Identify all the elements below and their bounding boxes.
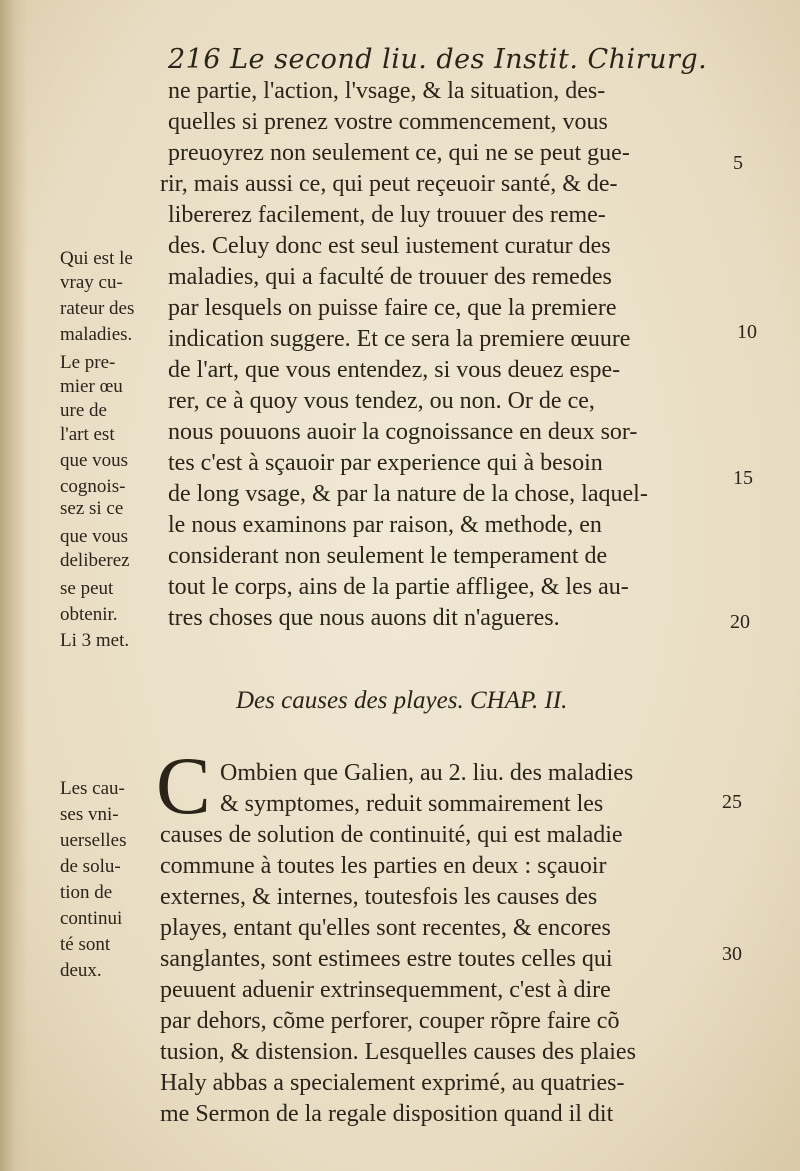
margin-note-line: continui [60, 908, 123, 929]
text-line: le nous examinons par raison, & methode, en [168, 512, 602, 538]
text-line: indication suggere. Et ce sera la premiere œuure [168, 326, 631, 352]
text-line: de l'art, que vous entendez, si vous deuez espe- [168, 357, 621, 383]
margin-note-line: obtenir. [60, 604, 118, 625]
page-gutter [0, 0, 28, 1171]
text-line: me Sermon de la regale disposition quand il dit [160, 1101, 614, 1127]
text-line: playes, entant qu'elles sont recentes, & encores [160, 915, 611, 941]
line-number: 20 [730, 611, 750, 633]
margin-note-line: l'art est [60, 424, 115, 445]
text-line: Ombien que Galien, au 2. liu. des maladies [220, 760, 634, 786]
line-number: 30 [722, 943, 742, 965]
margin-note-line: rateur des [60, 298, 135, 319]
text-line: sanglantes, sont estimees estre toutes celles qui [160, 946, 613, 972]
margin-note-line: Qui est le [60, 248, 133, 269]
margin-note-line: que vous [60, 526, 129, 547]
text-line: tout le corps, ains de la partie affligee, & les au- [168, 574, 629, 600]
chapter-title: Des causes des playes. CHAP. II. [236, 687, 568, 714]
margin-note-line: Li 3 met. [60, 630, 130, 651]
text-line: nous pouuons auoir la cognoissance en deux sor- [168, 419, 638, 445]
margin-note-line: se peut [60, 578, 114, 599]
line-number: 5 [733, 152, 743, 174]
text-line: quelles si prenez vostre commencement, vous [168, 109, 608, 135]
margin-note-line: té sont [60, 934, 111, 955]
margin-note-line: deux. [60, 960, 102, 981]
margin-note-line: ses vni- [60, 804, 119, 825]
margin-note-line: de solu- [60, 856, 121, 877]
text-line: rer, ce à quoy vous tendez, ou non. Or de ce, [168, 388, 595, 414]
margin-note-line: Les cau- [60, 778, 125, 799]
margin-note-line: uerselles [60, 830, 127, 851]
text-line: tusion, & distension. Lesquelles causes des plaies [160, 1039, 636, 1065]
text-line: commune à toutes les parties en deux : sçauoir [160, 853, 607, 879]
text-line: de long vsage, & par la nature de la chose, laquel- [168, 481, 648, 507]
text-line: des. Celuy donc est seul iustement curatur des [168, 233, 611, 259]
margin-note-line: sez si ce [60, 498, 124, 519]
text-line: par lesquels on puisse faire ce, que la premiere [168, 295, 617, 321]
margin-note-line: mier œu [60, 376, 123, 397]
text-line: ne partie, l'action, l'vsage, & la situation, des- [168, 78, 606, 104]
text-line: causes de solution de continuité, qui est maladie [160, 822, 623, 848]
margin-note-line: ure de [60, 400, 107, 421]
text-line: tres choses que nous auons dit n'agueres. [168, 605, 560, 631]
margin-note-line: vray cu- [60, 272, 123, 293]
text-line: maladies, qui a faculté de trouuer des remedes [168, 264, 612, 290]
text-line: tes c'est à sçauoir par experience qui à besoin [168, 450, 603, 476]
text-line: par dehors, cõme perforer, couper rõpre faire cõ [160, 1008, 620, 1034]
margin-note-line: tion de [60, 882, 113, 903]
margin-note-line: cognois- [60, 476, 126, 497]
line-number: 15 [733, 467, 753, 489]
text-line: rir, mais aussi ce, qui peut reçeuoir santé, & de- [160, 171, 618, 197]
text-line: & symptomes, reduit sommairement les [220, 791, 604, 817]
margin-note-line: Le pre- [60, 352, 116, 373]
text-line: peuuent aduenir extrinsequemment, c'est à dire [160, 977, 611, 1003]
line-number: 25 [722, 791, 742, 813]
drop-cap: C [156, 740, 211, 831]
text-line: libererez facilement, de luy trouuer des reme- [168, 202, 606, 228]
line-number: 10 [737, 321, 757, 343]
text-line: preuoyrez non seulement ce, qui ne se peut gue- [168, 140, 630, 166]
margin-note-line: deliberez [60, 550, 130, 571]
text-line: Haly abbas a specialement exprimé, au quatries- [160, 1070, 625, 1096]
text-line: considerant non seulement le temperament de [168, 543, 608, 569]
text-line: externes, & internes, toutesfois les causes des [160, 884, 598, 910]
running-head: 216 Le second liu. des Instit. Chirurg. [168, 44, 708, 75]
margin-note-line: maladies. [60, 324, 133, 345]
margin-note-line: que vous [60, 450, 129, 471]
